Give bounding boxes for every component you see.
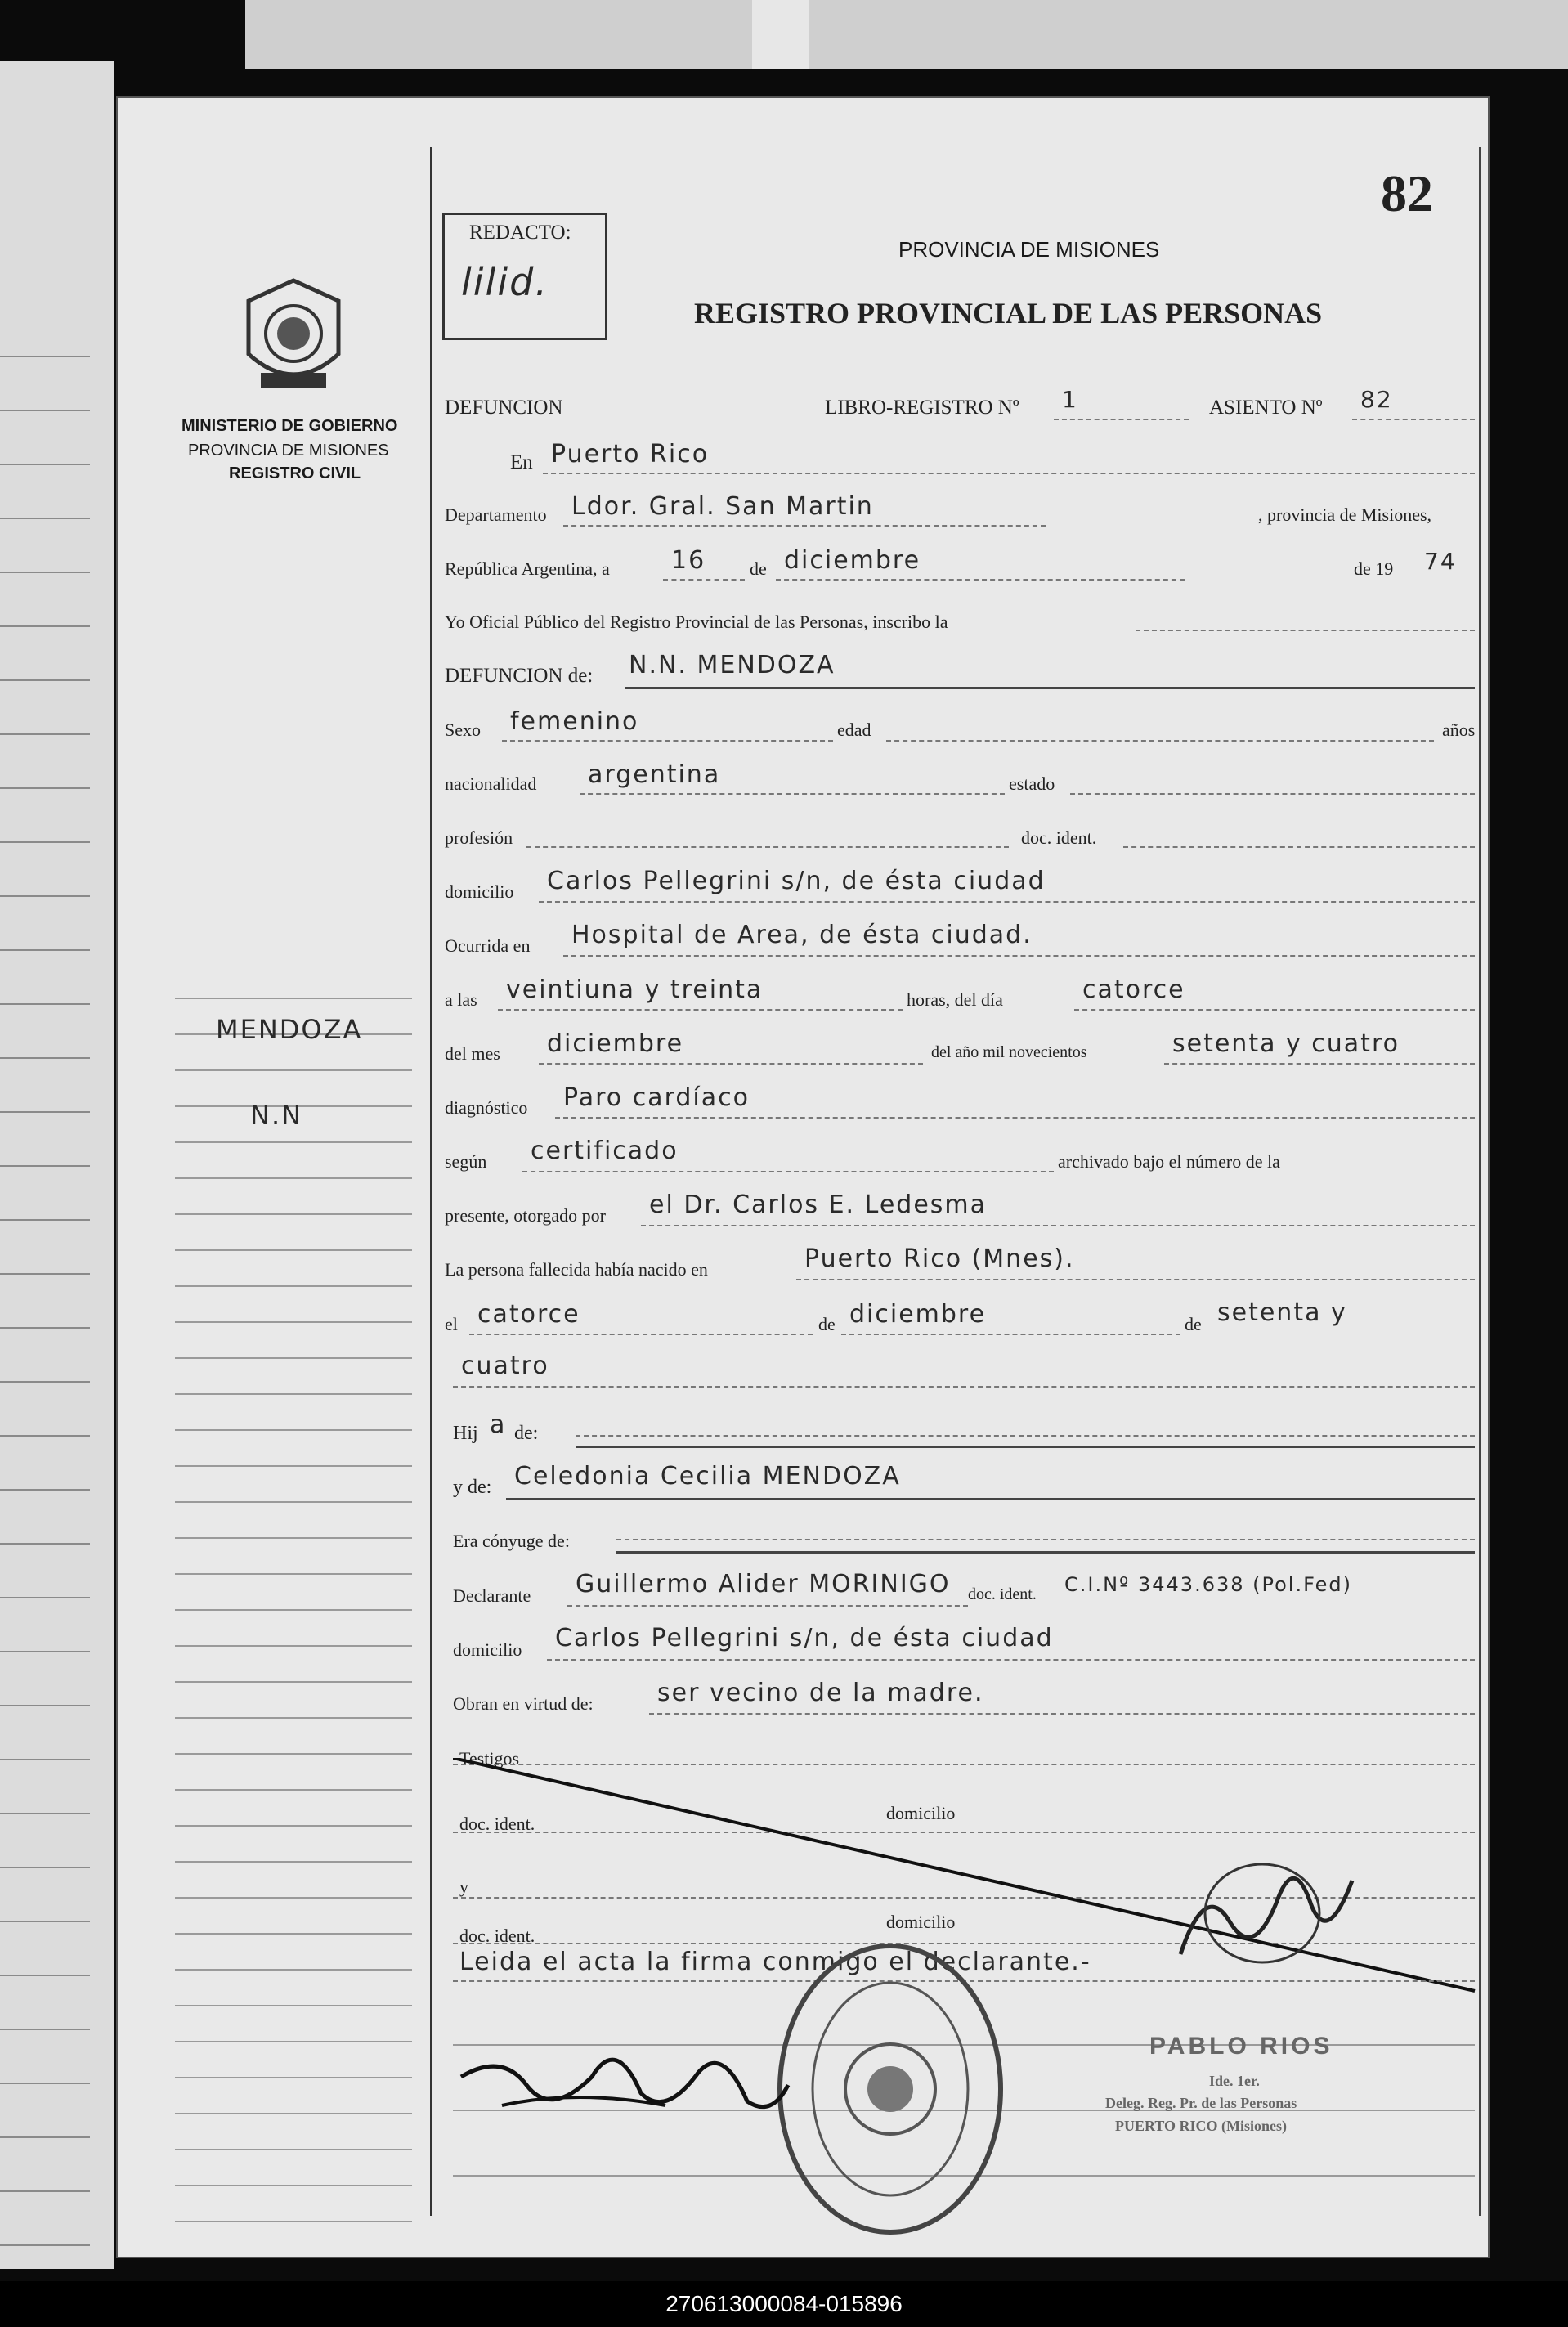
anio2-value: setenta y cuatro: [1172, 1029, 1400, 1058]
el-line: [469, 1334, 813, 1335]
witness1-doc-label: doc. ident.: [459, 1814, 535, 1834]
a-las-value: veintiuna y treinta: [506, 975, 764, 1004]
witness1-dom-label: domicilio: [886, 1803, 956, 1823]
segun-value: certificado: [531, 1137, 679, 1165]
left-page-rule: [0, 572, 90, 573]
del-mes-label: del mes: [445, 1043, 500, 1064]
left-page-rule: [0, 356, 90, 357]
sexo-label: Sexo: [445, 720, 481, 740]
segun-line: [522, 1171, 1054, 1172]
dia2-line: [1074, 1009, 1475, 1011]
libro-label: LIBRO-REGISTRO Nº: [825, 397, 1019, 419]
left-page-rule: [0, 733, 90, 735]
witness-y-label: y: [459, 1876, 468, 1897]
margin-rule: [175, 1249, 412, 1251]
left-page-rule: [0, 1921, 90, 1922]
continuation-value: cuatro: [461, 1352, 549, 1380]
de-value-3: setenta y: [1217, 1298, 1347, 1327]
margin-rule: [175, 1573, 412, 1575]
left-page-rule: [0, 1111, 90, 1113]
left-page-rule: [0, 518, 90, 519]
hij-de-label: de:: [514, 1423, 539, 1444]
left-page-rule: [0, 1705, 90, 1706]
left-page-rule: [0, 1975, 90, 1976]
left-page-rule: [0, 410, 90, 411]
declarante-label: Declarante: [453, 1585, 531, 1606]
departamento-value: Ldor. Gral. San Martin: [571, 492, 874, 521]
obran-value: ser vecino de la madre.: [657, 1679, 984, 1707]
en-line: [543, 473, 1475, 474]
margin-rule: [175, 1753, 412, 1755]
el-value: catorce: [477, 1300, 580, 1329]
left-page-rule: [0, 2244, 90, 2246]
witness2-dom-label: domicilio: [886, 1912, 956, 1932]
officer-title-3: PUERTO RICO (Misiones): [1115, 2118, 1288, 2134]
official-oval-seal: [772, 1938, 1009, 2240]
oficial-line: [1136, 630, 1475, 631]
doc-ident-line: [1123, 846, 1475, 848]
conyuge-line: [616, 1551, 1475, 1554]
witness2-doc-label: doc. ident.: [459, 1926, 535, 1946]
y-de-line: [506, 1498, 1475, 1500]
edad-line: [886, 740, 1434, 742]
ocurrida-line: [563, 955, 1475, 957]
redacto-initials: lilid.: [461, 260, 549, 304]
de-value-2: diciembre: [849, 1300, 987, 1329]
conyuge-label: Era cónyuge de:: [453, 1531, 570, 1551]
provincia-text: , provincia de Misiones,: [1258, 504, 1432, 525]
nacido-line: [796, 1279, 1475, 1280]
nacionalidad-line: [580, 793, 1005, 795]
left-page-rule: [0, 2190, 90, 2192]
horas-label: horas, del día: [907, 989, 1003, 1010]
del-anio-label: del año mil novecientos: [931, 1043, 1087, 1061]
province-heading: PROVINCIA DE MISIONES: [898, 237, 1160, 262]
column-divider: [430, 147, 432, 2216]
officer-signature: [1140, 1848, 1385, 1979]
asiento-value: 82: [1360, 386, 1393, 413]
left-page-rule: [0, 787, 90, 789]
margin-rule: [175, 2221, 412, 2222]
defuncion-de-label: DEFUNCION de:: [445, 665, 594, 687]
margin-rule: [175, 1213, 412, 1215]
right-border: [1479, 147, 1481, 2216]
left-page-rule: [0, 949, 90, 951]
left-page-rule: [0, 679, 90, 681]
hij-de-dashes: [576, 1435, 1475, 1437]
left-page-rule: [0, 1543, 90, 1545]
nacido-label: La persona fallecida había nacido en: [445, 1259, 708, 1280]
profesion-line: [526, 846, 1009, 848]
mes2-line: [539, 1063, 923, 1065]
left-page-rule: [0, 464, 90, 465]
redacto-label: REDACTO:: [469, 222, 571, 244]
margin-rule: [175, 1897, 412, 1899]
margin-rule: [175, 1393, 412, 1395]
continuation-line: [453, 1386, 1475, 1388]
margin-rule: [175, 1825, 412, 1827]
obran-line: [649, 1713, 1475, 1715]
coat-of-arms-emblem: [240, 276, 347, 399]
mes-value: diciembre: [784, 546, 921, 575]
hij-label: Hij: [453, 1423, 478, 1444]
margin-rule: [175, 1465, 412, 1467]
de-label-3: de: [1185, 1314, 1202, 1334]
oficial-text: Yo Oficial Público del Registro Provincial de las Personas, inscribo la: [445, 612, 948, 632]
de-label: de: [750, 558, 767, 579]
margin-surname: MENDOZA: [216, 1014, 363, 1045]
act-type: DEFUNCION: [445, 397, 563, 419]
domicilio2-line: [547, 1659, 1475, 1661]
left-page-rule: [0, 1435, 90, 1437]
declarante-value: Guillermo Alider MORINIGO: [576, 1570, 951, 1598]
margin-rule: [175, 1789, 412, 1791]
archivado-text: archivado bajo el número de la: [1058, 1151, 1280, 1172]
anio-value: 74: [1424, 548, 1457, 575]
sexo-value: femenino: [510, 707, 639, 736]
margin-rule: [175, 1501, 412, 1503]
libro-line: [1054, 419, 1189, 420]
defuncion-de-value: N.N. MENDOZA: [629, 651, 836, 679]
mes2-value: diciembre: [547, 1029, 684, 1058]
ministry-line-1: MINISTERIO DE GOBIERNO: [181, 417, 398, 435]
domicilio2-label: domicilio: [453, 1639, 522, 1660]
decl-doc-label: doc. ident.: [968, 1585, 1037, 1603]
de19-label: de 19: [1354, 558, 1394, 579]
margin-rule: [175, 1537, 412, 1539]
margin-rule: [175, 1609, 412, 1611]
hij-de-line: [576, 1446, 1475, 1448]
de-line-2: [841, 1334, 1180, 1335]
bookmark-strip: [752, 0, 809, 69]
margin-rule: [175, 1321, 412, 1323]
closing-statement: Leida el acta la firma conmigo el declarante.-: [459, 1948, 1091, 1976]
left-page-rule: [0, 1381, 90, 1383]
y-de-value: Celedonia Cecilia MENDOZA: [514, 1462, 901, 1491]
left-page-rule: [0, 1813, 90, 1814]
margin-rule: [175, 1861, 412, 1863]
el-label: el: [445, 1314, 458, 1334]
margin-rule: [175, 1177, 412, 1179]
doc-ident-label: doc. ident.: [1021, 827, 1097, 848]
left-page-rule: [0, 1273, 90, 1275]
domicilio2-value: Carlos Pellegrini s/n, de ésta ciudad: [555, 1624, 1054, 1652]
diagnostico-label: diagnóstico: [445, 1097, 528, 1118]
diagnostico-line: [555, 1117, 1475, 1119]
decl-doc-value: C.I.Nº 3443.638 (Pol.Fed): [1064, 1573, 1352, 1596]
departamento-line: [563, 525, 1046, 527]
archive-code: 270613000084-015896: [0, 2281, 1568, 2327]
mes-line: [776, 579, 1185, 581]
domicilio-value: Carlos Pellegrini s/n, de ésta ciudad: [547, 867, 1046, 895]
margin-given-name: N.N: [250, 1100, 303, 1131]
obran-label: Obran en virtud de:: [453, 1693, 594, 1714]
segun-label: según: [445, 1151, 487, 1172]
margin-rule: [175, 2185, 412, 2186]
margin-rule: [175, 2149, 412, 2150]
dia2-value: catorce: [1082, 975, 1185, 1004]
profesion-label: profesión: [445, 827, 513, 848]
margin-rule: [175, 1285, 412, 1287]
margin-rule: [175, 1933, 412, 1935]
nacido-value: Puerto Rico (Mnes).: [804, 1244, 1075, 1273]
left-page-rule: [0, 1597, 90, 1598]
declarant-signature: [453, 2028, 796, 2134]
declarante-line: [567, 1605, 968, 1607]
book-background: [245, 0, 1568, 69]
estado-line: [1070, 793, 1475, 795]
margin-rule: [175, 1141, 412, 1143]
libro-value: 1: [1062, 386, 1078, 413]
margin-rule: [175, 1357, 412, 1359]
conyuge-dashes: [616, 1539, 1475, 1540]
margin-rule: [175, 1681, 412, 1683]
left-page-rule: [0, 2029, 90, 2030]
margin-rule: [175, 1969, 412, 1971]
margin-rule: [175, 1429, 412, 1431]
presente-line: [641, 1225, 1475, 1226]
page-number: 82: [1381, 164, 1433, 222]
anio2-line: [1164, 1063, 1475, 1065]
left-page-rule: [0, 2083, 90, 2084]
left-page-rule: [0, 1759, 90, 1760]
death-certificate-page: [116, 96, 1490, 2258]
testigos-label: Testigos: [459, 1748, 520, 1769]
nacionalidad-label: nacionalidad: [445, 773, 537, 794]
officer-title-2: Deleg. Reg. Pr. de las Personas: [1105, 2095, 1297, 2111]
edad-label: edad: [837, 720, 871, 740]
sexo-line: [502, 740, 833, 742]
de-label-2: de: [818, 1314, 836, 1334]
left-page-rule: [0, 1165, 90, 1167]
dia-line: [663, 579, 745, 581]
left-page-rule: [0, 1327, 90, 1329]
presente-label: presente, otorgado por: [445, 1205, 606, 1226]
left-page-rule: [0, 1651, 90, 1652]
ministry-line-3: REGISTRO CIVIL: [229, 464, 361, 482]
left-page-rule: [0, 895, 90, 897]
redacto-box: [442, 213, 607, 340]
nacionalidad-value: argentina: [588, 760, 721, 789]
left-page-rule: [0, 1003, 90, 1005]
margin-rule: [175, 2077, 412, 2078]
hij-letter: a: [490, 1410, 507, 1439]
margin-rule: [175, 2113, 412, 2114]
dia-value: 16: [671, 546, 706, 575]
margin-rule: [175, 998, 412, 999]
left-facing-page: [0, 61, 114, 2269]
domicilio-label: domicilio: [445, 881, 514, 902]
margin-rule: [175, 1645, 412, 1647]
asiento-label: ASIENTO Nº: [1209, 397, 1323, 419]
registry-heading: REGISTRO PROVINCIAL DE LAS PERSONAS: [694, 297, 1323, 330]
ocurrida-label: Ocurrida en: [445, 935, 531, 956]
anios-label: años: [1442, 720, 1476, 740]
left-page-rule: [0, 841, 90, 843]
en-label: En: [510, 451, 533, 473]
diagnostico-value: Paro cardíaco: [563, 1083, 750, 1112]
domicilio-line: [539, 901, 1475, 903]
a-las-line: [498, 1009, 903, 1011]
left-page-rule: [0, 2136, 90, 2138]
estado-label: estado: [1009, 773, 1055, 794]
departamento-label: Departamento: [445, 504, 547, 525]
asiento-line: [1352, 419, 1475, 420]
left-page-rule: [0, 625, 90, 627]
republica-label: República Argentina, a: [445, 558, 610, 579]
left-page-rule: [0, 1867, 90, 1868]
left-page-rule: [0, 1219, 90, 1221]
margin-rule: [175, 1717, 412, 1719]
left-page-rule: [0, 1489, 90, 1491]
a-las-label: a las: [445, 989, 477, 1010]
y-de-label: y de:: [453, 1477, 492, 1498]
presente-value: el Dr. Carlos E. Ledesma: [649, 1190, 988, 1219]
officer-name-stamp: PABLO RIOS: [1149, 2033, 1333, 2060]
defuncion-de-line: [625, 687, 1475, 689]
en-value: Puerto Rico: [551, 440, 710, 469]
ministry-line-2: PROVINCIA DE MISIONES: [188, 442, 389, 460]
margin-rule: [175, 1069, 412, 1071]
margin-rule: [175, 2005, 412, 2006]
left-page-rule: [0, 1057, 90, 1059]
ocurrida-value: Hospital de Area, de ésta ciudad.: [571, 921, 1033, 949]
officer-title-1: Ide. 1er.: [1209, 2073, 1260, 2089]
margin-rule: [175, 2041, 412, 2042]
